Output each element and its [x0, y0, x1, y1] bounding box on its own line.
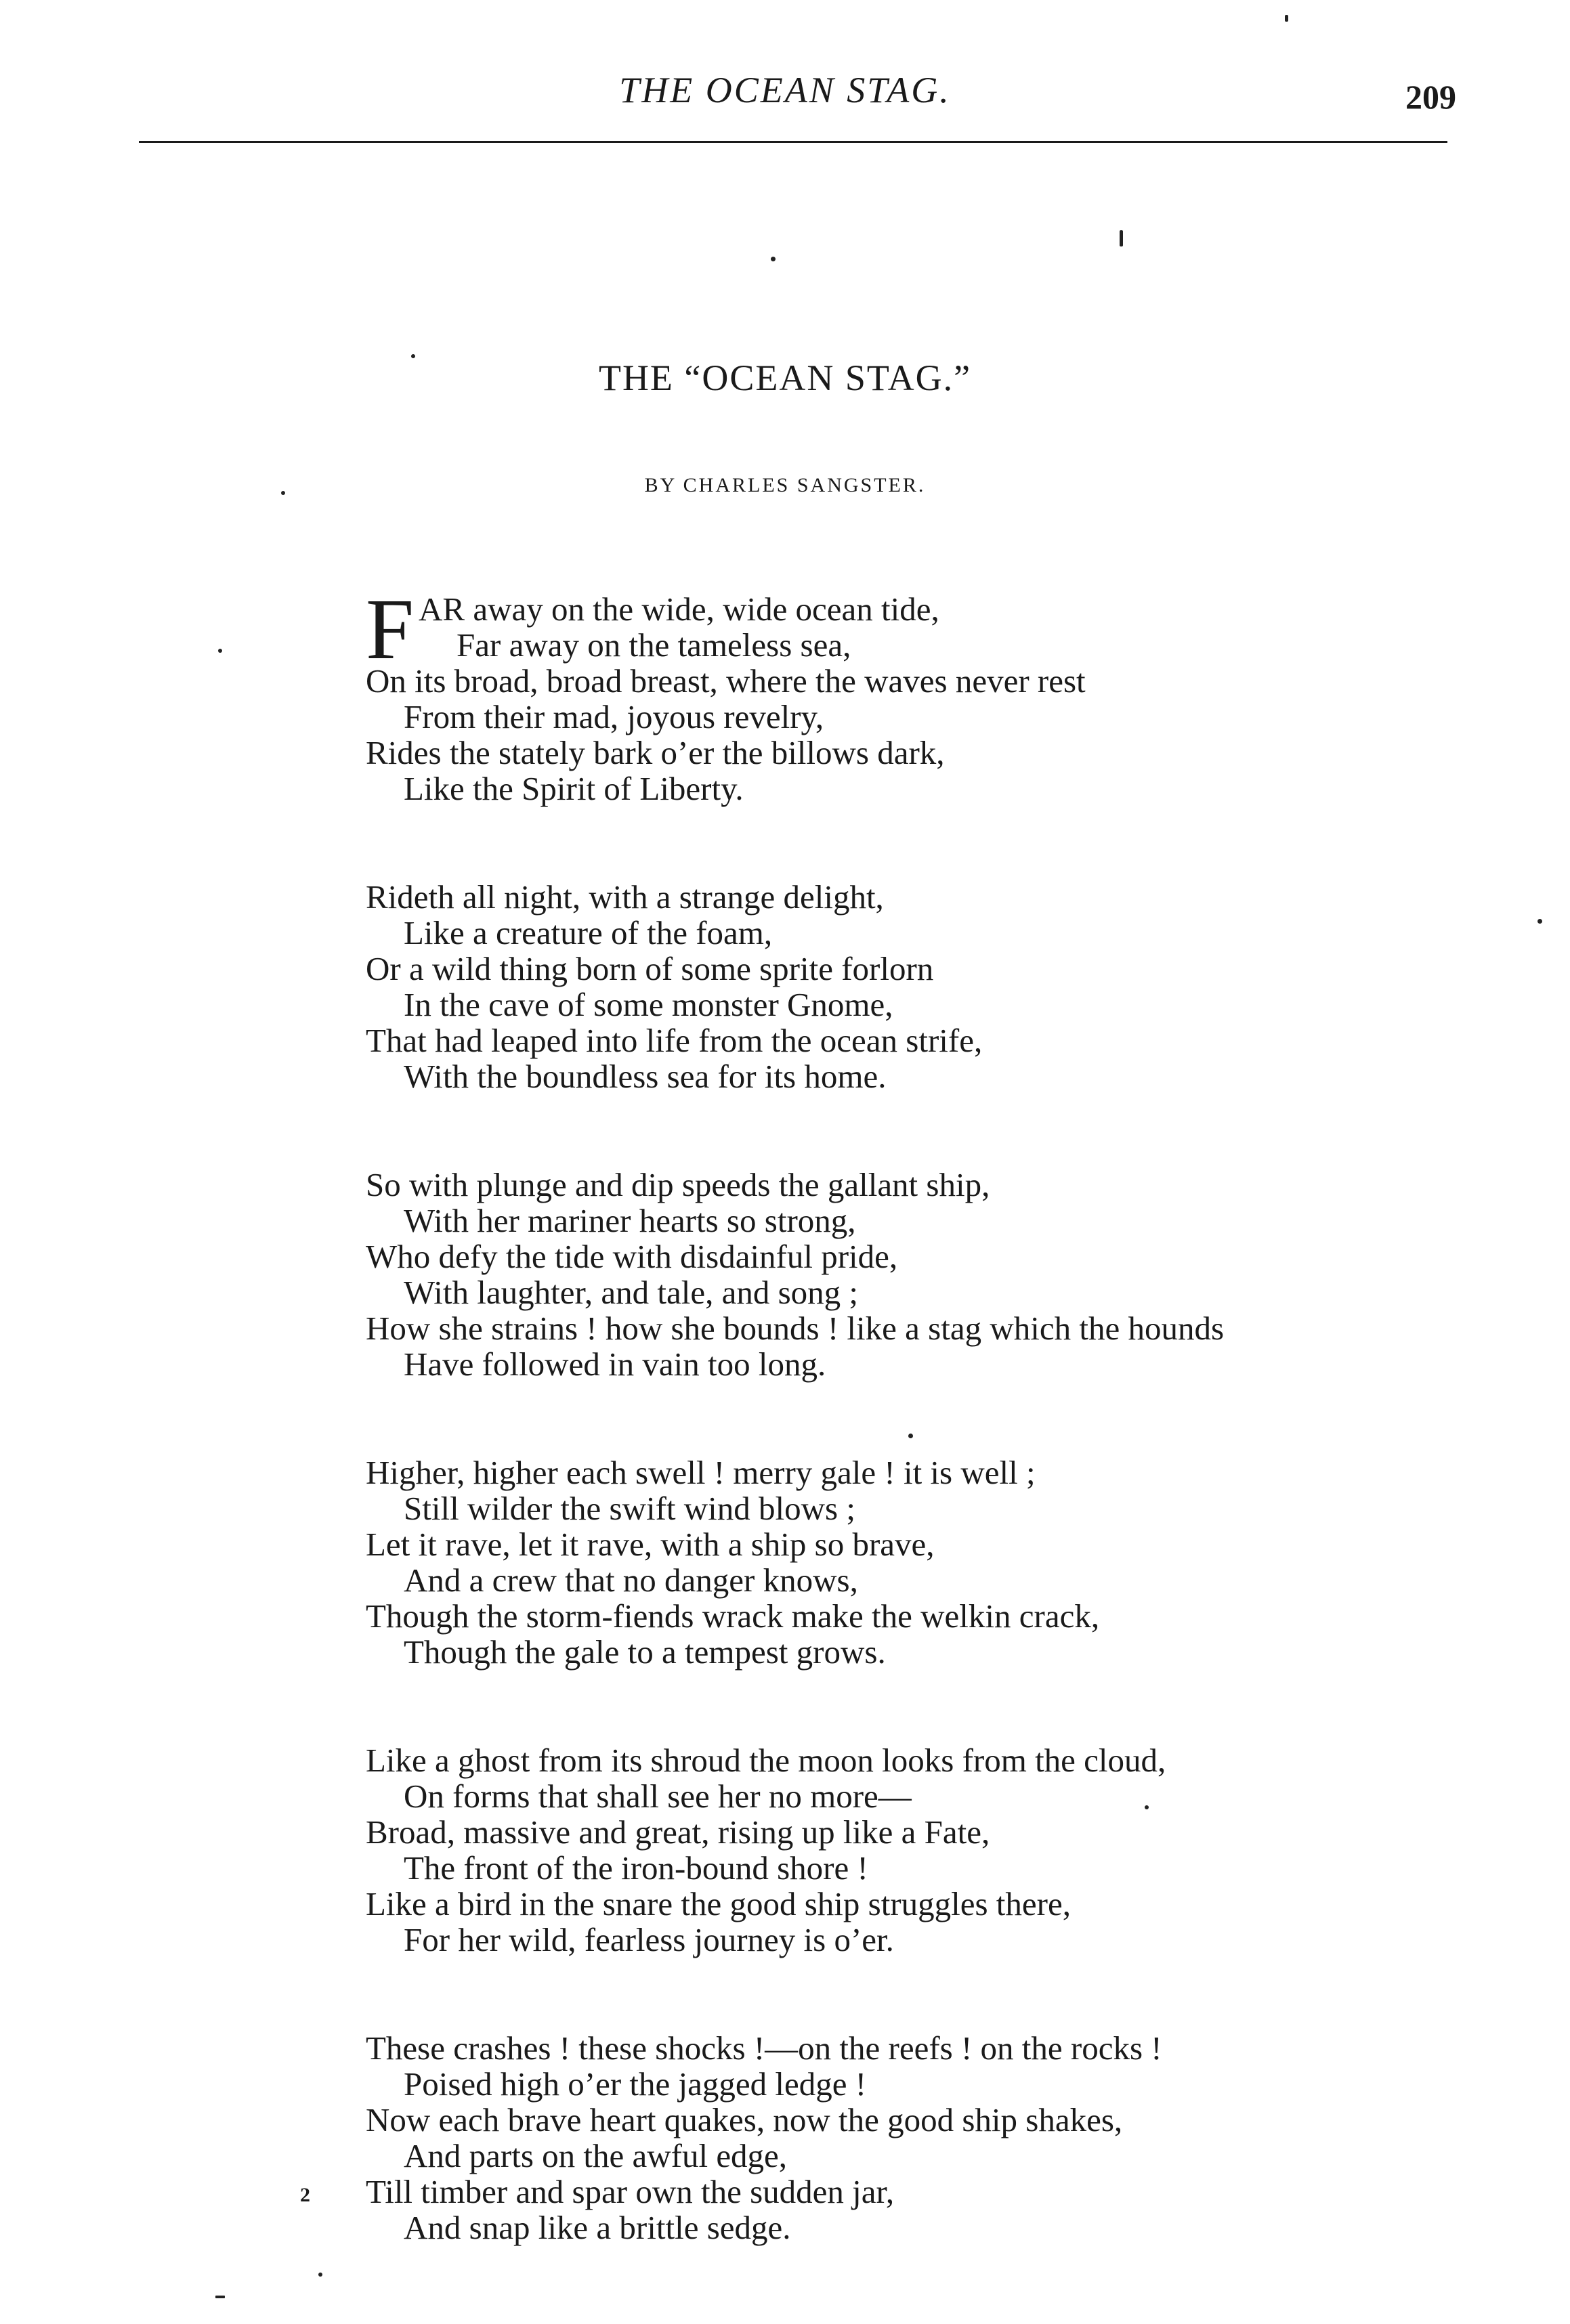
print-speck: [1537, 919, 1542, 924]
poem-line-6-5: Till timber and spar own the sudden jar,: [366, 2173, 895, 2210]
poem-line-1-5: Rides the stately bark o’er the billows dark,: [366, 734, 945, 771]
running-title: THE OCEAN STAG.: [619, 70, 951, 110]
print-speck: [411, 354, 415, 358]
print-speck: [771, 257, 776, 261]
print-speck: [281, 491, 285, 495]
poem-line-1-3: On its broad, broad breast, where the waves never rest: [366, 662, 1086, 700]
stanza-6: [366, 2030, 1477, 2245]
print-speck: [215, 2296, 225, 2298]
poem-line-5-4: The front of the iron-bound shore !: [404, 1849, 868, 1887]
poem-line-2-3: Or a wild thing born of some sprite forlorn: [366, 950, 934, 987]
print-speck: [1145, 1805, 1149, 1809]
poem-line-3-6: Have followed in vain too long.: [404, 1346, 826, 1383]
poem-line-3-5: How she strains ! how she bounds ! like a stag which the hounds: [366, 1310, 1225, 1347]
poem-line-5-6: For her wild, fearless journey is o’er.: [404, 1921, 894, 1958]
poem-line-5-1: Like a ghost from its shroud the moon looks from the cloud,: [366, 1742, 1166, 1779]
poem-line-4-4: And a crew that no danger knows,: [404, 1562, 858, 1599]
stanza-1: [366, 581, 1477, 807]
stanza-4: [366, 1455, 1477, 1670]
stanza-3: [366, 1167, 1477, 1382]
print-speck: [1120, 230, 1123, 246]
poem-line-6-2: Poised high o’er the jagged ledge !: [404, 2065, 867, 2103]
stanza-5: [366, 1742, 1477, 1958]
poem-line-2-1: Rideth all night, with a strange delight,: [366, 878, 884, 916]
poem-line-5-3: Broad, massive and great, rising up like a Fate,: [366, 1813, 990, 1851]
poem-line-2-2: Like a creature of the foam,: [404, 914, 773, 951]
poem-line-text: AR away on the wide, wide ocean tide,: [419, 590, 939, 628]
poem-line-3-3: Who defy the tide with disdainful pride,: [366, 1238, 898, 1275]
poem-line-6-3: Now each brave heart quakes, now the good ship shakes,: [366, 2101, 1123, 2138]
poem-line-4-1: Higher, higher each swell ! merry gale ! it is well ;: [366, 1454, 1036, 1491]
header-rule: [139, 141, 1447, 143]
poem-line-3-4: With laughter, and tale, and song ;: [404, 1274, 858, 1311]
poem-line-6-1: These crashes ! these shocks !—on the reefs ! on the rocks !: [366, 2029, 1162, 2067]
poem-line-2-4: In the cave of some monster Gnome,: [404, 986, 893, 1023]
poem-line-4-2: Still wilder the swift wind blows ;: [404, 1490, 855, 1527]
poem-line-text: Far away on the tameless sea,: [457, 626, 851, 664]
poem-line-2-6: With the boundless sea for its home.: [404, 1058, 887, 1095]
signature-mark: 2: [300, 2184, 310, 2206]
poem-line-1-2: [366, 627, 1477, 663]
poem-title: THE “OCEAN STAG.”: [598, 358, 972, 398]
poem-line-4-6: Though the gale to a tempest grows.: [404, 1633, 886, 1671]
poem-byline: BY CHARLES SANGSTER.: [644, 474, 926, 496]
poem-line-4-5: Though the storm-fiends wrack make the welkin crack,: [366, 1597, 1100, 1635]
print-speck: [218, 649, 222, 653]
drop-cap: F: [366, 581, 415, 677]
poem-line-1-6: Like the Spirit of Liberty.: [404, 770, 744, 807]
poem-line-5-2: On forms that shall see her no more—: [404, 1778, 912, 1815]
poem-line-4-3: Let it rave, let it rave, with a ship so brave,: [366, 1526, 935, 1563]
print-speck: [318, 2273, 322, 2277]
print-speck: [908, 1434, 913, 1438]
poem-line-1-4: From their mad, joyous revelry,: [404, 698, 824, 735]
poem-line-2-5: That had leaped into life from the ocean strife,: [366, 1022, 983, 1059]
print-speck: [1285, 15, 1288, 22]
poem-line-5-5: Like a bird in the snare the good ship struggles there,: [366, 1885, 1071, 1922]
poem-body: [366, 581, 1477, 2318]
poem-line-6-4: And parts on the awful edge,: [404, 2137, 788, 2174]
stanza-2: [366, 879, 1477, 1094]
poem-line-3-2: With her mariner hearts so strong,: [404, 1202, 856, 1239]
poem-line-6-6: And snap like a brittle sedge.: [404, 2209, 791, 2246]
poem-line-3-1: So with plunge and dip speeds the gallant ship,: [366, 1166, 990, 1203]
page-number: 209: [1405, 78, 1456, 116]
